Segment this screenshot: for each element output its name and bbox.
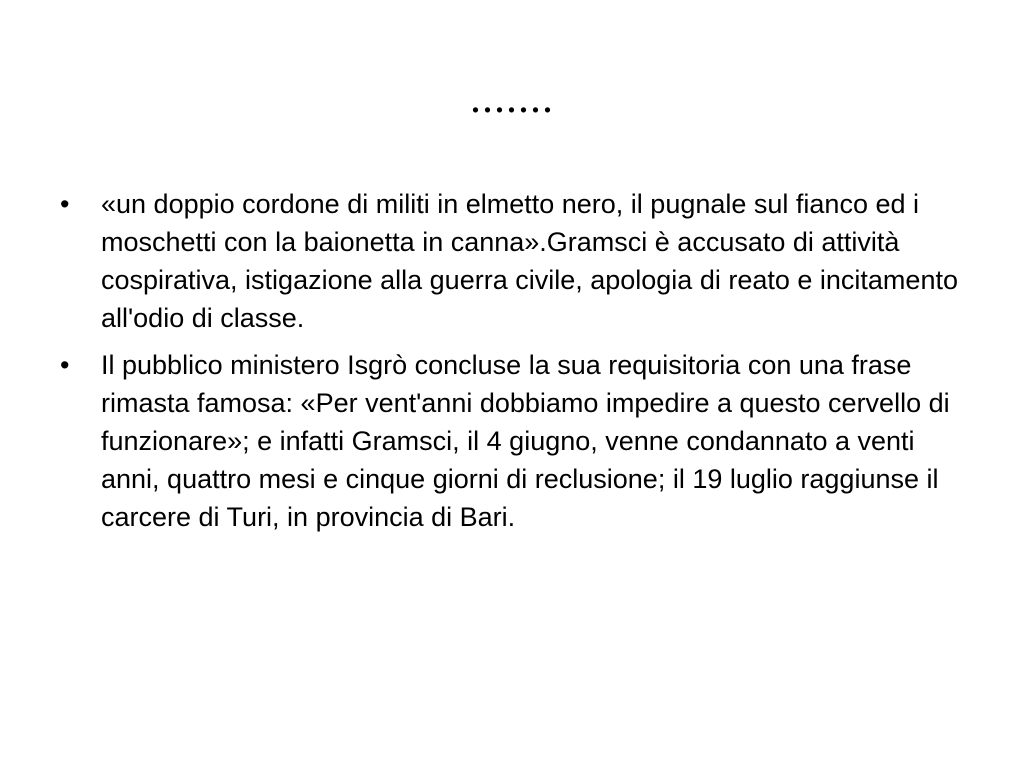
bullet-marker: • (60, 189, 70, 219)
bullet-list (57, 185, 972, 545)
bullet-text: «un doppio cordone di militi in elmetto nero, il pugnale sul fianco ed i moschetti con la baionetta in canna».Gramsci è accusato di attività cospirativa, istigazione alla guerra civile, apologia di reato e incitamento all'odio di classe. (101, 189, 958, 333)
bullet-marker: • (60, 350, 70, 380)
bullet-text: Il pubblico ministero Isgrò concluse la sua requisitoria con una frase rimasta famosa: «Per vent'anni dobbiamo impedire a questo cervello di funzionare»; e infatti Gramsci, il 4 giugno, venne condannato a venti anni, quattro mesi e cinque giorni di reclusione; il 19 luglio raggiunse il carcere di Turi, in provincia di Bari. (101, 350, 950, 532)
slide-title: ....... (470, 73, 554, 122)
bullet-item (57, 346, 972, 536)
bullet-item (57, 185, 972, 337)
